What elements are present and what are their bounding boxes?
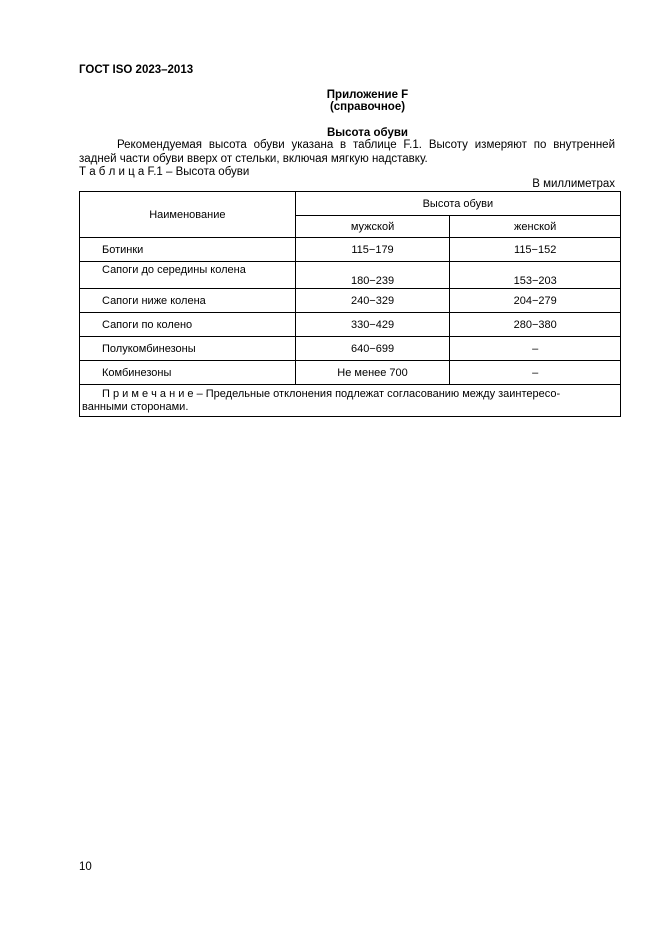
table-row — [80, 313, 621, 337]
row-female: – — [450, 361, 621, 385]
table-row — [80, 337, 621, 361]
row-female: 115−152 — [450, 238, 621, 262]
table-note — [80, 385, 621, 417]
header-height-group: Высота обуви — [295, 192, 620, 216]
table-caption: Т а б л и ц а F.1 – Высота обуви — [79, 166, 250, 178]
section-title: Высота обуви — [327, 127, 408, 139]
row-male: 180−239 — [295, 262, 450, 289]
header-name: Наименование — [80, 192, 296, 238]
row-female: 153−203 — [450, 262, 621, 289]
row-name: Полукомбинезоны — [80, 337, 296, 361]
document-header: ГОСТ ISO 2023–2013 — [79, 64, 194, 76]
section-paragraph: Рекомендуемая высота обуви указана в таблице F.1. Высоту измеряют по внутренней задней части обуви вверх от стельки, включая мягкую надставку. — [79, 139, 615, 165]
header-female: женской — [450, 216, 621, 238]
row-name: Ботинки — [80, 238, 296, 262]
row-female: 280−380 — [450, 313, 621, 337]
table-row — [80, 262, 621, 289]
row-female: – — [450, 337, 621, 361]
note-text: – Предельные отклонения подлежат согласованию между заинтересо-ванными сторонами. — [82, 388, 561, 413]
row-male: 640−699 — [295, 337, 450, 361]
row-name: Сапоги ниже колена — [80, 289, 296, 313]
table-row — [80, 238, 621, 262]
row-female: 204−279 — [450, 289, 621, 313]
page-number: 10 — [79, 861, 92, 873]
row-name: Сапоги по колено — [80, 313, 296, 337]
appendix-subtitle: (справочное) — [329, 101, 406, 113]
shoe-height-table — [79, 191, 621, 417]
row-male: 240−329 — [295, 289, 450, 313]
note-label: П р и м е ч а н и е — [102, 388, 194, 400]
row-name: Комбинезоны — [80, 361, 296, 385]
row-male: Не менее 700 — [295, 361, 450, 385]
header-male: мужской — [295, 216, 450, 238]
row-male: 330−429 — [295, 313, 450, 337]
row-male: 115−179 — [295, 238, 450, 262]
table-row — [80, 361, 621, 385]
table-row — [80, 289, 621, 313]
appendix-title: Приложение F — [326, 89, 409, 101]
table-units: В миллиметрах — [532, 178, 615, 190]
row-name: Сапоги до середины колена — [80, 262, 296, 289]
